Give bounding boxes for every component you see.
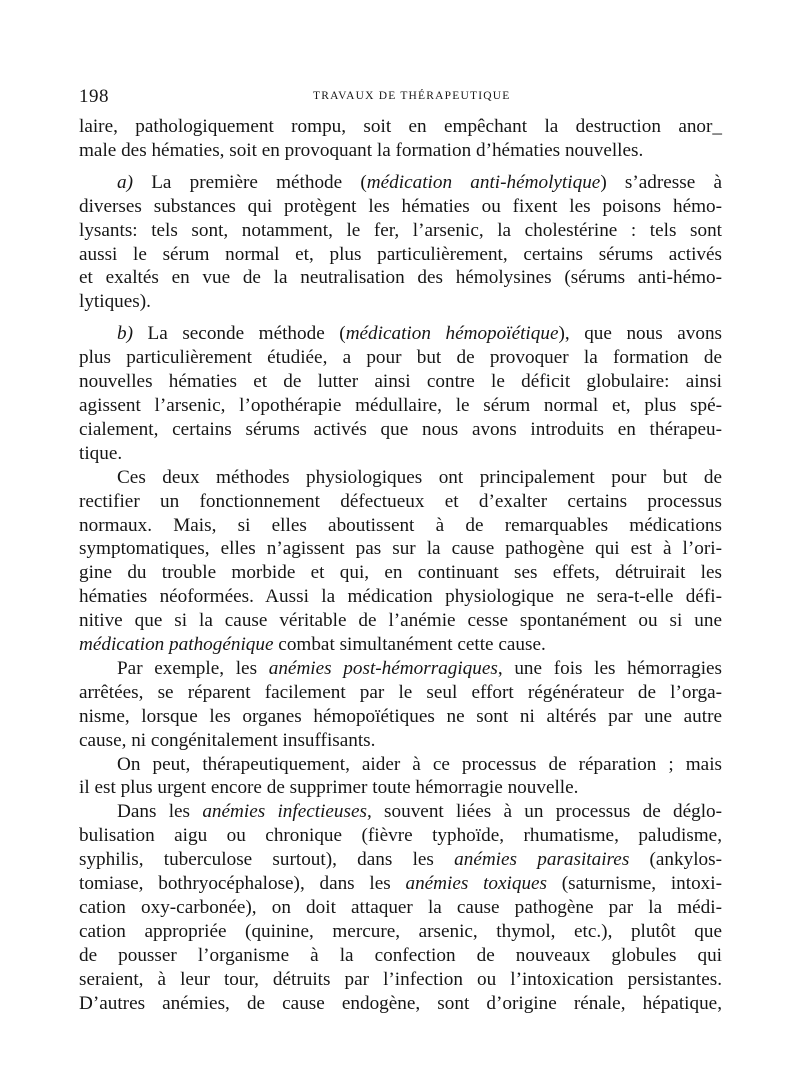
paragraph-3 [79,322,722,465]
text-line: normaux. Mais, si elles aboutissent à de remarquables médications [79,514,722,536]
italic-term: médication anti-hémolytique [366,171,601,193]
list-marker-b: b) [117,323,133,345]
text-line: lytiques). [79,291,151,313]
text-line: nisme, lorsque les organes hémopoïétiques ne sont ni altérés par une autre [79,705,722,727]
text-line: de pousser l’organisme à la confection de nouveaux globules qui [79,944,722,966]
italic-term: anémies parasitaires [454,849,630,871]
text-line: médication pathogénique combat simultanément cette cause. [79,634,546,656]
list-marker-a: a) [117,171,133,193]
italic-term: anémies infectieuses [202,801,367,823]
text-line: plus particulièrement étudiée, a pour but de provoquer la formation de [79,347,722,369]
paragraph-5 [79,657,722,753]
text-line: nouvelles hématies et de lutter ainsi contre le déficit globulaire: ainsi [79,371,722,393]
text-line: rectifier un fonctionnement défectueux et d’exalter certains processus [79,490,722,512]
page-number: 198 [79,86,109,107]
text-line: Dans les anémies infectieuses, souvent liées à un processus de déglo- [117,801,723,823]
text-line: On peut, thérapeutiquement, aider à ce processus de réparation ; mais [117,753,722,775]
text-line: bulisation aigu ou chronique (fièvre typhoïde, rhumatisme, paludisme, [79,825,722,847]
text-line: hématies néoformées. Aussi la médication physiologique ne sera-t-elle défi- [79,586,722,608]
text-line: Ces deux méthodes physiologiques ont principalement pour but de [117,466,722,488]
text-line: lysants: tels sont, notamment, le fer, l’arsenic, la cholestérine : tels sont [79,219,722,241]
text-line: cation appropriée (quinine, mercure, arsenic, thymol, etc.), plutôt que [79,920,722,942]
text-line: agissent l’arsenic, l’opothérapie médullaire, le sérum normal et, plus spé- [79,394,722,416]
text-line: b) La seconde méthode (médication hémopoïétique), que nous avons [117,323,723,345]
paragraph-7 [79,800,722,1015]
text-line: D’autres anémies, de cause endogène, sont d’origine rénale, hépatique, [79,992,722,1014]
paragraph-1 [79,115,722,163]
text-line: nitive que si la cause véritable de l’anémie cesse spontanément ou si une [79,610,722,632]
body-text [79,115,722,1016]
italic-term: médication pathogénique [79,634,274,656]
text-line: a) La première méthode (médication anti-hémolytique) s’adresse à [117,171,723,193]
text-line: aussi le sérum normal et, plus particulièrement, certains sérums activés [79,243,722,265]
text-line: cation oxy-carbonée), on doit attaquer la cause pathogène par la médi- [79,897,722,918]
page-header [79,86,722,108]
text-line: cause, ni congénitalement insuffisants. [79,729,376,751]
text-line: symptomatiques, elles n’agissent pas sur la cause pathogène qui est à l’ori- [79,538,722,560]
running-title: TRAVAUX DE THÉRAPEUTIQUE [313,90,511,102]
text-line: Par exemple, les anémies post-hémorragiques, une fois les hémorragies [117,657,723,679]
italic-term: médication hémopoïétique [345,323,559,345]
text-line: tique. [79,442,123,464]
italic-term: anémies toxiques [405,873,548,895]
text-line: seraient, à leur tour, détruits par l’infection ou l’intoxication persistantes. [79,968,722,990]
paragraph-4 [79,466,722,657]
text-line: cialement, certains sérums activés que nous avons introduits en thérapeu- [79,418,722,440]
text-line: syphilis, tuberculose surtout), dans les anémies parasitaires (ankylos- [79,849,722,871]
text-line: il est plus urgent encore de supprimer toute hémorragie nouvelle. [79,777,579,799]
text-line: male des hématies, soit en provoquant la formation d’hématies nouvelles. [79,139,644,161]
text-line: gine du trouble morbide et qui, en continuant ses effets, détruirait les [79,562,722,584]
paragraph-6 [79,753,722,801]
text-line: arrêtées, se réparent facilement par le seul effort régénérateur de l’orga- [79,681,722,703]
text-line: et exaltés en vue de la neutralisation des hémolysines (sérums anti-hémo- [79,267,722,289]
text-line: diverses substances qui protègent les hématies ou fixent les poisons hémo- [79,195,722,217]
text-line: laire, pathologiquement rompu, soit en empêchant la destruction anor_ [79,116,722,137]
text-line: tomiase, bothryocéphalose), dans les anémies toxiques (saturnisme, intoxi- [79,873,722,895]
paragraph-2 [79,171,722,314]
italic-term: anémies post-hémorragiques [268,657,498,679]
